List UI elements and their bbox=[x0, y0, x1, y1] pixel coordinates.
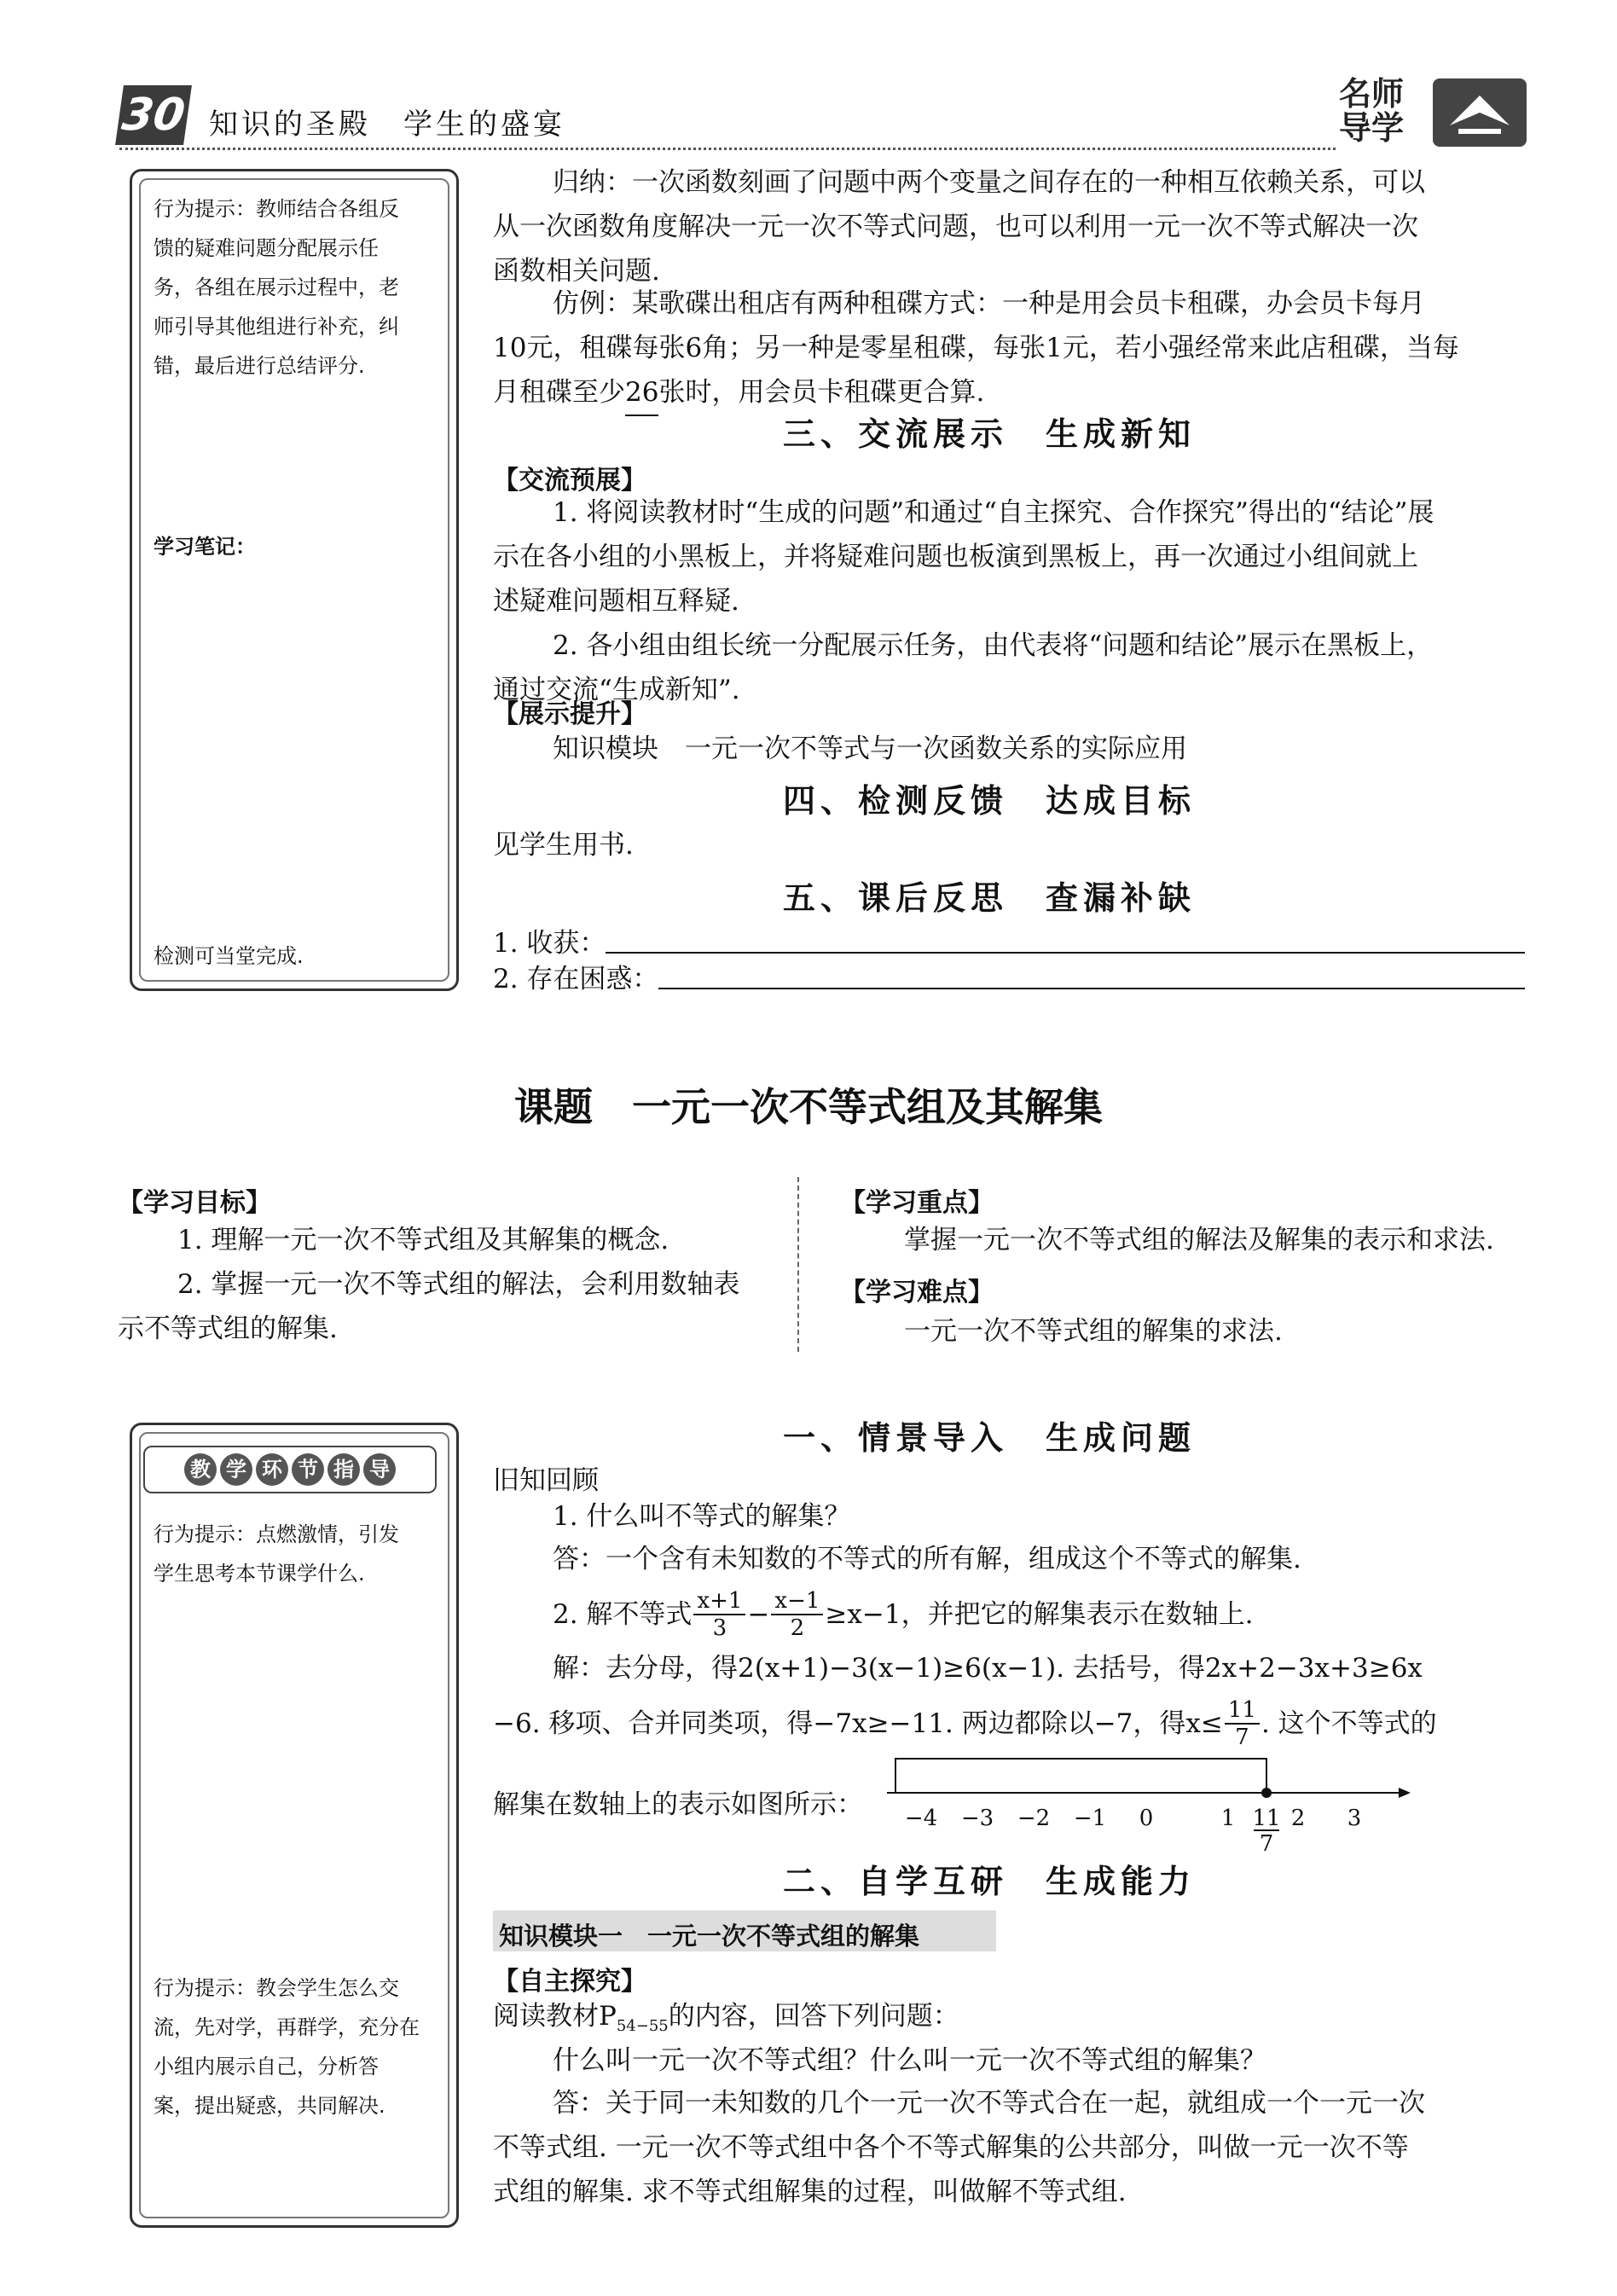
key-label: 【学习重点】 bbox=[840, 1188, 994, 1218]
exchange-label: 【交流预展】 bbox=[493, 466, 646, 496]
summary-paragraph: 归纳：一次函数刻画了问题中两个变量之间存在的一种相互依赖关系，可以 从一次函数角度解决一元一次不等式问题，也可以利用一元一次不等式解决一次 函数相关问题. bbox=[493, 167, 1425, 287]
question-1: 1. 什么叫不等式的解集？ bbox=[553, 1501, 851, 1532]
tick-label: −2 bbox=[1017, 1806, 1051, 1831]
gain-line: 1. 收获： bbox=[493, 921, 1525, 965]
section-2-heading: 二、自学互研 生成能力 bbox=[783, 1863, 1197, 1900]
tick-label: 0 bbox=[1139, 1806, 1154, 1831]
brand-logo-icon bbox=[1433, 78, 1527, 147]
module-line: 知识模块 一元一次不等式与一次函数关系的实际应用 bbox=[553, 733, 1187, 764]
brand-line-2: 导学 bbox=[1339, 109, 1405, 147]
read-instruction: 阅读教材$P_{54-55}$的内容，回答下列问题： bbox=[493, 2001, 959, 2036]
example-answer: 26 bbox=[625, 370, 658, 416]
self-explore-label: 【自主探究】 bbox=[493, 1967, 646, 1997]
tick-label: 3 bbox=[1347, 1806, 1362, 1831]
section-1-heading: 一、情景导入 生成问题 bbox=[783, 1419, 1197, 1457]
point-label-num: 11 bbox=[1252, 1806, 1281, 1831]
goals-list: 1. 理解一元一次不等式组及其解集的概念. 2. 掌握一元一次不等式组的解法，会利用数轴表 示不等式组的解集. bbox=[118, 1225, 740, 1344]
exchange-paragraphs: 1. 将阅读教材时“生成的问题”和通过“自主探究、合作探究”得出的“结论”展 示在各小组的小黑板上，并将疑难问题也板演到黑板上，再一次通过小组间就上 述疑难问题相互释疑. 2. 各小组由组长统一分配展示任务，由代表将“问题和结论”展示在黑板上， 通过交流“生成新知”. bbox=[493, 497, 1434, 705]
goals-divider bbox=[797, 1177, 799, 1352]
key-text: 掌握一元一次不等式组的解法及解集的表示和求法. bbox=[904, 1225, 1494, 1255]
section-4-heading: 四、检测反馈 达成目标 bbox=[783, 782, 1197, 820]
sidebar-1-bottom-note: 检测可当堂完成. bbox=[154, 944, 304, 968]
lesson-title: 课题 一元一次不等式组及其解集 bbox=[514, 1084, 1103, 1130]
question-main: 什么叫一元一次不等式组？什么叫一元一次不等式组的解集？ bbox=[553, 2045, 1266, 2076]
brand-name bbox=[1339, 77, 1404, 145]
example-paragraph: 仿例：某歌碟出租店有两种租碟方式：一种是用会员卡租碟，办会员卡每月 10元，租碟每张6角；另一种是零星租碟，每张1元，若小强经常来此店租碟，当每 月租碟至少26张时，用会员卡租碟更合算. bbox=[493, 281, 1525, 416]
goals-label: 【学习目标】 bbox=[118, 1188, 271, 1218]
solution-line-1: 解：去分母，得2(x+1)−3(x−1)≥6(x−1). 去括号，得2x+2−3x+3≥6x bbox=[553, 1653, 1423, 1684]
tick-label: 2 bbox=[1290, 1806, 1306, 1831]
teaching-guide-banner: 教 学 环 节 指 导 bbox=[143, 1446, 437, 1493]
review-label: 旧知回顾 bbox=[493, 1465, 599, 1496]
brand-line-1: 名师 bbox=[1339, 75, 1405, 113]
tick-label: −3 bbox=[960, 1806, 994, 1831]
point-label-den: 7 bbox=[1259, 1831, 1274, 1857]
sidebar-1-notes-label: 学习笔记： bbox=[154, 535, 256, 559]
sidebar-2-tip-1: 行为提示：点燃激情，引发 学生思考本节课学什么. bbox=[154, 1522, 399, 1586]
show-label: 【展示提升】 bbox=[493, 699, 646, 729]
section-3-heading: 三、交流展示 生成新知 bbox=[783, 415, 1197, 453]
question-2: 2. 解不等式 $\frac{x+1}{3}$ − $\frac{x-1}{2}$ ≥x−1，并把它的解集表示在数轴上. bbox=[553, 1588, 1254, 1641]
header-divider bbox=[119, 148, 1336, 150]
sidebar-2-tip-2: 行为提示：教会学生怎么交 流，先对学，再群学，充分在 小组内展示自己，分析答 案，提出疑惑，共同解决. bbox=[154, 1976, 420, 2118]
confusion-line: 2. 存在困惑： bbox=[493, 957, 1525, 1001]
section-5-heading: 五、课后反思 查漏补缺 bbox=[783, 879, 1197, 917]
tick-label: −4 bbox=[904, 1806, 938, 1831]
number-line bbox=[887, 1740, 1416, 1859]
tick-label: −1 bbox=[1073, 1806, 1107, 1831]
see-book: 见学生用书. bbox=[493, 830, 634, 861]
answer-main: 答：关于同一未知数的几个一元一次不等式合在一起，就组成一个一元一次 不等式组. 一元一次不等式组中各个不等式解集的公共部分，叫做一元一次不等 式组的解集. 求不等式组解集的过程，叫做解不等式组. bbox=[493, 2088, 1425, 2207]
sidebar-1-tip: 行为提示：教师结合各组反 馈的疑难问题分配展示任 务，各组在展示过程中，老 师引导其他组进行补充，纠 错，最后进行总结评分. bbox=[154, 197, 399, 378]
header-motto: 知识的圣殿 学生的盛宴 bbox=[209, 107, 565, 142]
solution-line-2: −6. 移项、合并同类项，得−7x≥−11. 两边都除以−7，得x≤ $\frac{11}{7}$ . 这个不等式的 bbox=[493, 1697, 1437, 1750]
difficulty-text: 一元一次不等式组的解集的求法. bbox=[904, 1316, 1283, 1347]
solution-line-3: 解集在数轴上的表示如图所示： bbox=[493, 1789, 863, 1820]
tick-label: 1 bbox=[1220, 1806, 1236, 1831]
page-number: 30 bbox=[115, 85, 192, 145]
difficulty-label: 【学习难点】 bbox=[840, 1278, 994, 1307]
answer-1: 答：一个含有未知数的不等式的所有解，组成这个不等式的解集. bbox=[553, 1544, 1301, 1574]
module-1-label: 知识模块一 一元一次不等式组的解集 bbox=[499, 1922, 920, 1951]
